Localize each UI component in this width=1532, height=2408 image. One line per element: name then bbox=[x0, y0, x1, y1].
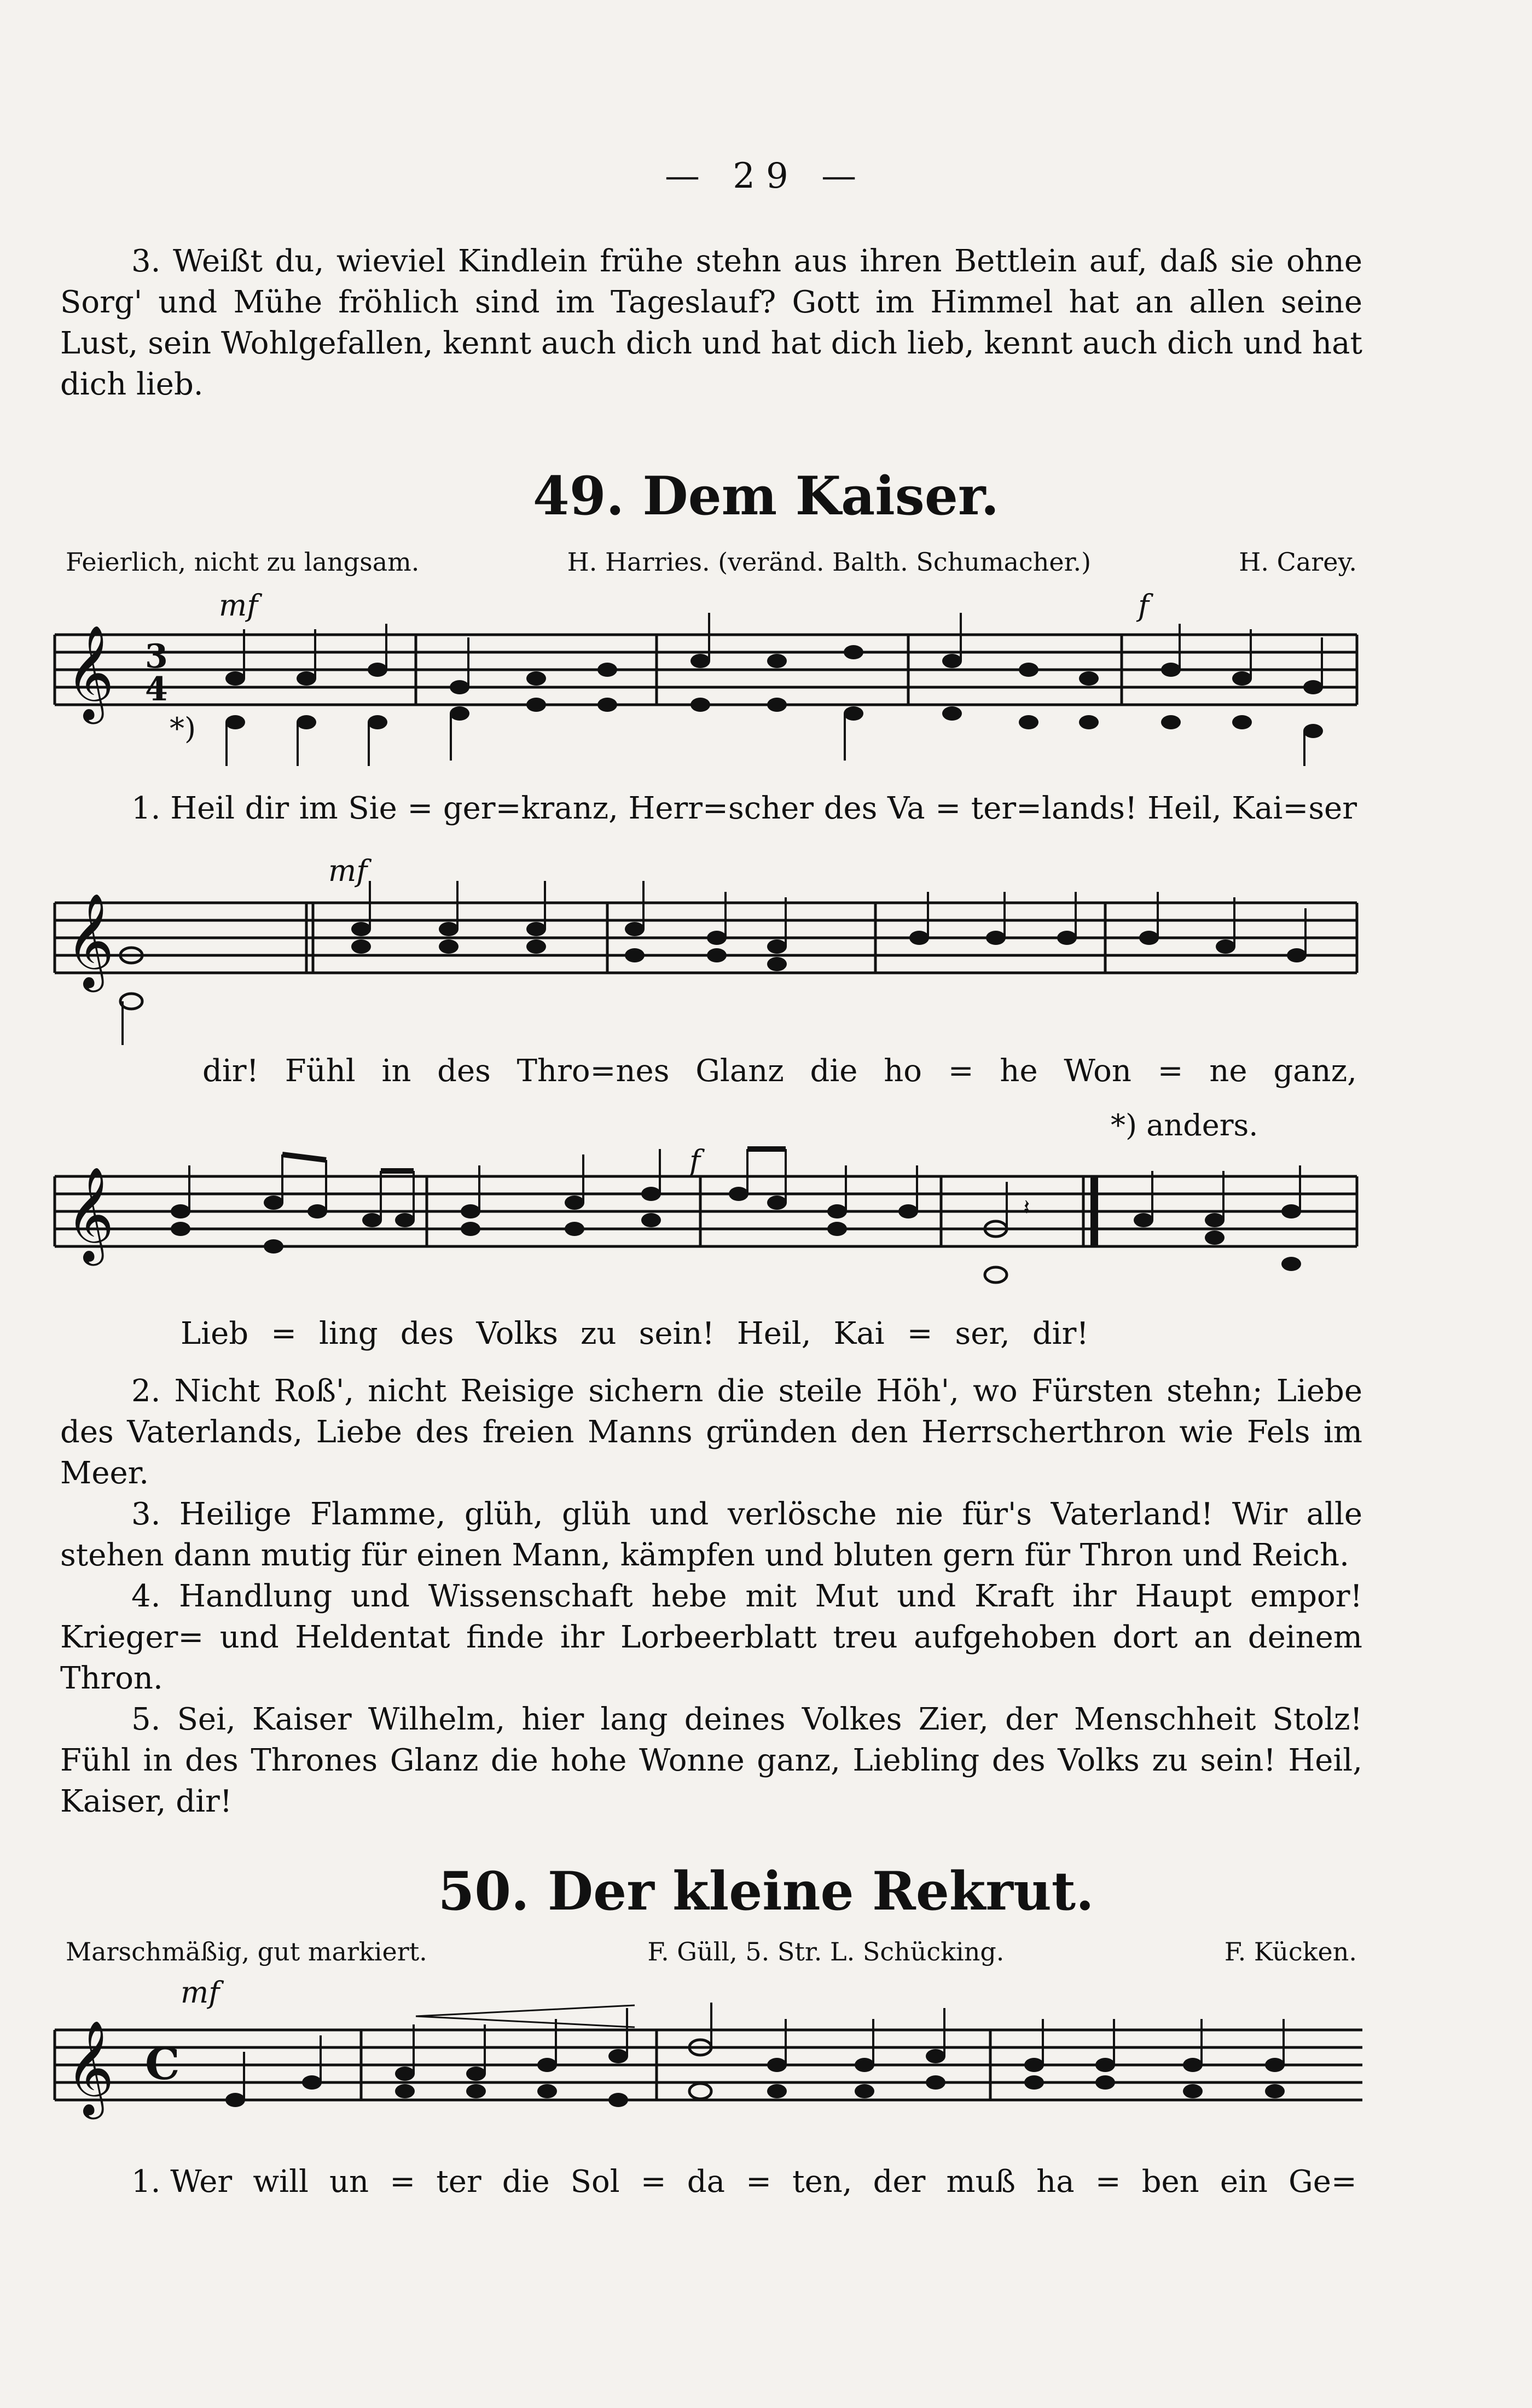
song49-verses bbox=[60, 1371, 1362, 1822]
tempo-marking: Marschmäßig, gut markiert. bbox=[66, 1937, 427, 1966]
lyric-syllable: Heil, bbox=[736, 1316, 811, 1351]
svg-text:𝄞: 𝄞 bbox=[66, 625, 114, 720]
lyric-syllable: = bbox=[390, 2164, 416, 2200]
lyric-syllable: da bbox=[687, 2164, 725, 2200]
lyric-syllable: ling bbox=[318, 1316, 378, 1351]
lyric-syllable: Volks bbox=[476, 1316, 559, 1351]
tempo-marking: Feierlich, nicht zu langsam. bbox=[66, 547, 420, 577]
dynamic-mf: mf bbox=[219, 588, 258, 623]
lyric-syllable: Heil, bbox=[1147, 791, 1222, 826]
lyric-syllable: zu bbox=[581, 1316, 617, 1351]
lyric-syllable: ben bbox=[1141, 2164, 1199, 2200]
lyric-syllable: = bbox=[1095, 2164, 1121, 2200]
author-credit: H. Harries. (veränd. Balth. Schumacher.) bbox=[567, 547, 1092, 577]
lyric-syllable: Va bbox=[887, 791, 925, 826]
lyric-syllable: dir! bbox=[1032, 1316, 1089, 1351]
lyric-syllable: der bbox=[873, 2164, 926, 2200]
lyric-syllable: dir! bbox=[202, 1053, 259, 1089]
lyric-syllable: ganz, bbox=[1273, 1053, 1357, 1089]
lyric-syllable: ten, bbox=[792, 2164, 852, 2200]
lyric-syllable: Fühl bbox=[285, 1053, 356, 1089]
svg-text:𝄞: 𝄞 bbox=[66, 893, 114, 988]
song49-meta bbox=[66, 547, 1357, 577]
lyric-syllable: Lieb bbox=[181, 1316, 249, 1351]
lyric-syllable: = bbox=[1157, 1053, 1183, 1089]
lyric-syllable: ho bbox=[884, 1053, 922, 1089]
anders-label: *) anders. bbox=[1111, 1108, 1258, 1142]
lyric-syllable: des bbox=[437, 1053, 491, 1089]
lyric-syllable: in bbox=[381, 1053, 411, 1089]
lyric-syllable: = bbox=[746, 2164, 771, 2200]
song49-title: 49. Dem Kaiser. bbox=[532, 465, 1000, 527]
svg-text:𝄽: 𝄽 bbox=[1023, 1195, 1030, 1220]
composer-credit: F. Kücken. bbox=[1224, 1937, 1357, 1966]
lyric-syllable: die bbox=[502, 2164, 550, 2200]
lyric-syllable: 1. Wer bbox=[131, 2164, 233, 2200]
svg-text:C: C bbox=[145, 2038, 180, 2090]
lyric-syllable: dir bbox=[245, 791, 289, 826]
lyric-syllable: = bbox=[948, 1053, 974, 1089]
song50-meta bbox=[66, 1937, 1357, 1966]
lyric-syllable: Kai bbox=[833, 1316, 885, 1351]
svg-text:𝄞: 𝄞 bbox=[66, 1167, 114, 1262]
verse-text: 4. Handlung und Wissenschaft hebe mit Mut und Kraft ihr Haupt empor! Krieger= und Heldentat finde ihr Lorbeerblatt treu aufgehoben dort an deinem Thron. bbox=[60, 1579, 1362, 1696]
author-credit: F. Güll, 5. Str. L. Schücking. bbox=[647, 1937, 1005, 1966]
lyric-syllable: die bbox=[810, 1053, 858, 1089]
music-staff-4 bbox=[55, 2019, 1368, 2161]
song49-lyrics-line2 bbox=[202, 1053, 1357, 1089]
lyric-syllable: Won bbox=[1064, 1053, 1131, 1089]
lyric-syllable: Sie bbox=[348, 791, 397, 826]
lyric-syllable: des bbox=[823, 791, 878, 826]
verse-text: 5. Sei, Kaiser Wilhelm, hier lang deines Volkes Zier, der Menschheit Stolz! Fühl in des Thrones Glanz die hohe Wonne ganz, Liebling des Volks zu sein! Heil, Kaiser, dir! bbox=[60, 1702, 1362, 1819]
lyric-syllable: ter=lands! bbox=[971, 791, 1138, 826]
song50-title: 50. Der kleine Rekrut. bbox=[438, 1860, 1094, 1922]
lyric-syllable: muß bbox=[946, 2164, 1016, 2200]
lyric-syllable: Sol bbox=[570, 2164, 620, 2200]
lyric-syllable: ser, bbox=[955, 1316, 1010, 1351]
lyric-syllable: = bbox=[907, 1316, 933, 1351]
lyric-syllable: = bbox=[271, 1316, 297, 1351]
svg-text:4: 4 bbox=[145, 670, 168, 709]
lyric-syllable: = bbox=[935, 791, 961, 826]
lyric-syllable: Glanz bbox=[695, 1053, 784, 1089]
svg-text:𝄞: 𝄞 bbox=[66, 2020, 114, 2115]
lyric-syllable: ha bbox=[1036, 2164, 1075, 2200]
music-staff-1 bbox=[55, 624, 1368, 766]
lyric-syllable: des bbox=[400, 1316, 454, 1351]
dynamic-f: f bbox=[1138, 588, 1149, 623]
lyric-syllable: ein bbox=[1220, 2164, 1268, 2200]
svg-text:3: 3 bbox=[145, 637, 168, 676]
lyric-syllable: Kai=ser bbox=[1232, 791, 1357, 826]
lyric-syllable: im bbox=[299, 791, 338, 826]
music-staff-3 bbox=[55, 1165, 1368, 1308]
lyric-syllable: 1. Heil bbox=[131, 791, 235, 826]
lyric-syllable: un bbox=[329, 2164, 369, 2200]
lyric-syllable: ne bbox=[1209, 1053, 1247, 1089]
page-number: — 29 — bbox=[664, 156, 868, 196]
lyric-syllable: Herr=scher bbox=[628, 791, 814, 826]
lyric-syllable: ger=kranz, bbox=[443, 791, 618, 826]
song49-lyrics-line1 bbox=[131, 791, 1357, 826]
song49-lyrics-line3 bbox=[181, 1316, 1089, 1351]
music-staff-2 bbox=[55, 892, 1368, 1034]
verse-text: 3. Weißt du, wieviel Kindlein frühe stehn aus ihren Bettlein auf, daß sie ohne Sorg' und Mühe fröhlich sind im Tageslauf? Gott im Himmel hat an allen seine Lust, sein Wohlgefallen, kennt auch dich und hat dich lieb, kennt auch dich und hat dich lieb. bbox=[60, 243, 1362, 402]
dynamic-mf: mf bbox=[328, 854, 368, 888]
dynamic-mf: mf bbox=[181, 1975, 220, 2010]
composer-credit: H. Carey. bbox=[1239, 547, 1357, 577]
lyric-syllable: will bbox=[253, 2164, 309, 2200]
lyric-syllable: Thro=nes bbox=[517, 1053, 670, 1089]
dynamic-f: f bbox=[689, 1144, 700, 1178]
verse-text: 2. Nicht Roß', nicht Reisige sichern die steile Höh', wo Fürsten stehn; Liebe des Vaterlands, Liebe des freien Manns gründen den Herrscherthron wie Fels im Meer. bbox=[60, 1373, 1362, 1491]
lyric-syllable: Ge= bbox=[1289, 2164, 1357, 2200]
song50-lyrics-line1 bbox=[131, 2164, 1357, 2200]
lyric-syllable: he bbox=[1000, 1053, 1038, 1089]
song48-verse3 bbox=[60, 241, 1362, 405]
lyric-syllable: = bbox=[407, 791, 433, 826]
lyric-syllable: sein! bbox=[639, 1316, 715, 1351]
verse-text: 3. Heilige Flamme, glüh, glüh und verlösche nie für's Vaterland! Wir alle stehen dann mutig für einen Mann, kämpfen und bluten gern für Thron und Reich. bbox=[60, 1496, 1362, 1573]
lyric-syllable: = bbox=[640, 2164, 666, 2200]
lyric-syllable: ter bbox=[436, 2164, 481, 2200]
footnote-marker: *) bbox=[170, 711, 196, 746]
